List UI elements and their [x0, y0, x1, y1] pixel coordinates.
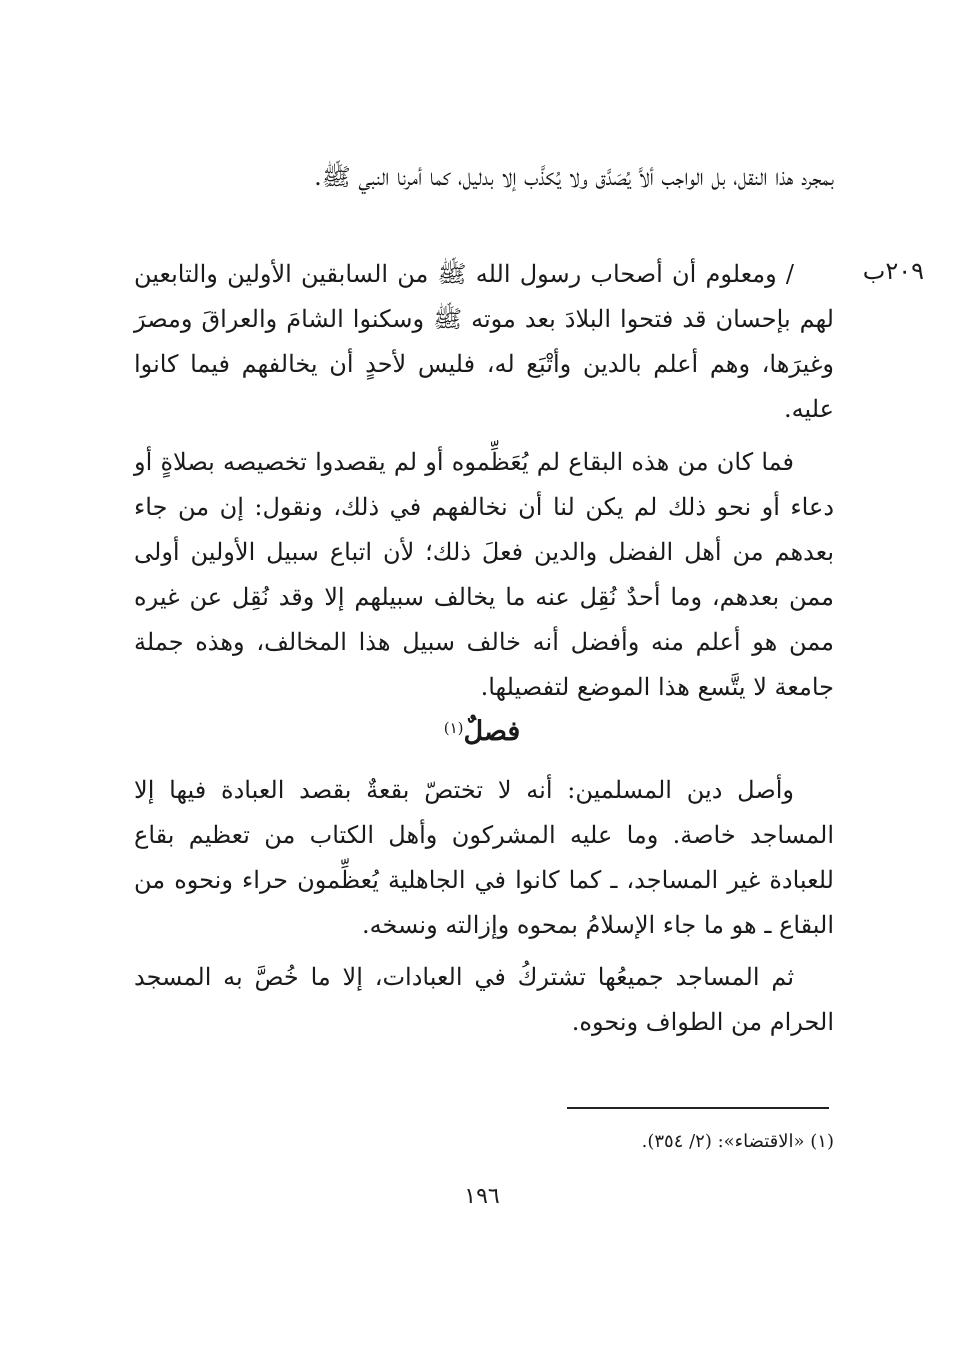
footnote-marker: (١): [443, 719, 464, 737]
paragraph-continuation: [134, 155, 834, 200]
section-heading-text: فصلٌ: [463, 716, 521, 747]
paragraph-worship: [134, 955, 834, 1045]
paragraph-text: فما كان من هذه البقاع لم يُعَظِّموه أو لم يقصدوا تخصيصه بصلاةٍ أو دعاء أو نحو ذلك لم يكن لنا أن نخالفهم في ذلك، ونقول: إن من جاء بعدهم من أهل الفضل والدين فعلَ ذلك؛ لأن اتباع سبيل الأولين أولى ممن بعدهم، وما أحدٌ نُقِل عنه ما يخالف سبيلهم إلا وقد نُقِل عن غيره ممن هو أعلم منه وأفضل أنه خالف سبيل هذا المخالف، وهذه جملة جامعة لا يتَّسع هذا الموضع لتفصيلها.: [134, 448, 835, 701]
paragraph-companions: [134, 252, 834, 432]
paragraph-text: وأصل دين المسلمين: أنه لا تختصّ بقعةٌ بقصد العبادة فيها إلا المساجد خاصة. وما عليه المشركون وأهل الكتاب من تعظيم بقاع للعبادة غير المساجد، ـ كما كانوا في الجاهلية يُعظِّمون حراء ونحوه من البقاع ـ هو ما جاء الإسلامُ بمحوه وإزالته ونسخه.: [134, 776, 834, 939]
page-number: ١٩٦: [464, 1184, 500, 1209]
manuscript-folio-note: ٢٠٩ب: [862, 257, 924, 285]
paragraph-text: / ومعلوم أن أصحاب رسول الله ﷺ من السابقين الأولين والتابعين لهم بإحسان قد فتحوا البلادَ بعد موته ﷺ وسكنوا الشامَ والعراقَ ومصرَ وغيرَها، وهم أعلم بالدين وأتْبَع له، فليس لأحدٍ أن يخالفهم فيما كانوا عليه.: [134, 260, 834, 423]
section-heading: [0, 712, 964, 752]
paragraph-places: [134, 440, 834, 710]
paragraph-text: بمجرد هذا النقل، بل الواجب ألاَّ يُصَدَّق ولا يُكذَّب إلا بدليل، كما أمرنا النبي ﷺ.: [314, 163, 834, 191]
paragraph-text: ثم المساجد جميعُها تشتركُ في العبادات، إلا ما خُصَّ به المسجد الحرام من الطواف ونحوه.: [134, 963, 834, 1036]
footnote: (١) «الاقتضاء»: (٢/ ٣٥٤).: [641, 1131, 834, 1152]
paragraph-mosques: [134, 768, 834, 948]
footnote-divider: [567, 1107, 829, 1109]
